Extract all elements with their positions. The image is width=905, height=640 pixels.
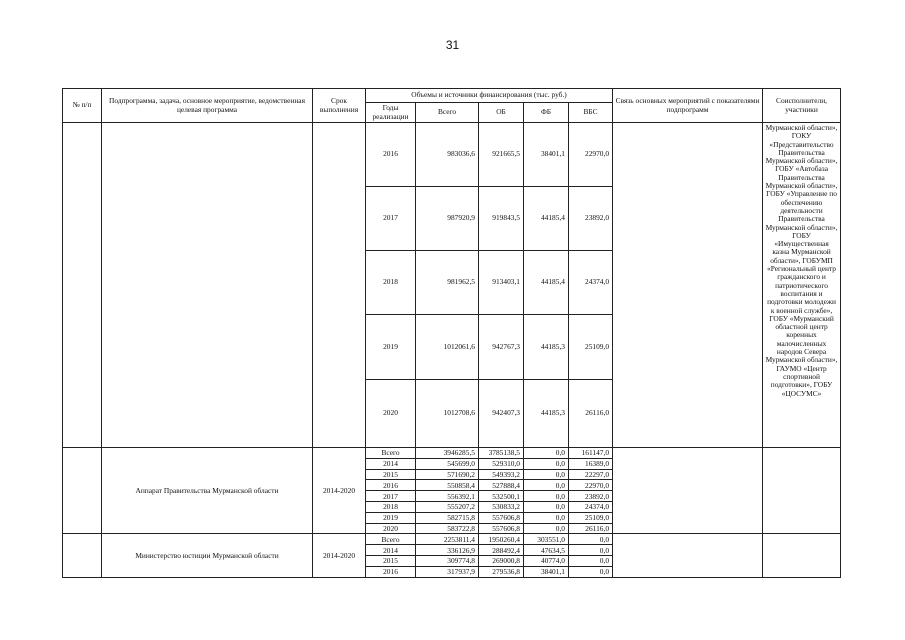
cell-total: 571690,2 [416, 469, 479, 480]
cell-ob: 921665,5 [479, 123, 524, 187]
cell-ob: 549393,2 [479, 469, 524, 480]
program-name: Аппарат Правительства Мурманской области [102, 448, 313, 534]
cell-year: 2015 [366, 469, 416, 480]
header-num: № п/п [63, 89, 102, 123]
header-years: Годы реализации [366, 103, 416, 123]
cell-fb: 44185,4 [524, 187, 569, 251]
cell-year: 2020 [366, 523, 416, 534]
cell-fb: 0,0 [524, 458, 569, 469]
cell-vbs: 26116,0 [569, 523, 613, 534]
cell-fb: 303551,0 [524, 534, 569, 545]
table-row [63, 448, 841, 459]
cell-total: 3946285,5 [416, 448, 479, 459]
cell-vbs: 24374,0 [569, 501, 613, 512]
cell-link [613, 534, 763, 577]
cell-year: 2016 [366, 123, 416, 187]
program-period: 2014-2020 [313, 448, 366, 534]
cell-vbs: 0,0 [569, 555, 613, 566]
cell-fb: 44185,4 [524, 251, 569, 315]
header-link: Связь основных мероприятий с показателями подпрограмм [613, 89, 763, 123]
cell-fb: 44185,3 [524, 380, 569, 448]
cell-ob: 942767,3 [479, 315, 524, 380]
cell-year: 2019 [366, 315, 416, 380]
cell-link [613, 448, 763, 534]
cell-vbs: 26116,0 [569, 380, 613, 448]
cell-ob: 557606,8 [479, 523, 524, 534]
program-name: Министерство юстиции Мурманской области [102, 534, 313, 577]
header-period: Срок выполнения [313, 89, 366, 123]
cell-num [63, 448, 102, 534]
table-row [63, 534, 841, 545]
cell-total: 309774,8 [416, 555, 479, 566]
cell-year: 2017 [366, 491, 416, 502]
cell-vbs: 23892,0 [569, 491, 613, 502]
program-period: 2014-2020 [313, 534, 366, 577]
cell-coexecutors [763, 534, 841, 577]
cell-year: 2016 [366, 480, 416, 491]
cell-vbs: 25109,0 [569, 315, 613, 380]
cell-program [102, 123, 313, 448]
cell-total: 336126,9 [416, 545, 479, 556]
cell-ob: 527888,4 [479, 480, 524, 491]
cell-year: Всего [366, 534, 416, 545]
cell-coexecutors [763, 448, 841, 534]
cell-year: 2015 [366, 555, 416, 566]
cell-vbs: 0,0 [569, 566, 613, 577]
cell-ob: 288492,4 [479, 545, 524, 556]
header-total: Всего [416, 103, 479, 123]
cell-total: 555207,2 [416, 501, 479, 512]
cell-fb: 0,0 [524, 448, 569, 459]
cell-year: 2014 [366, 458, 416, 469]
cell-vbs: 161147,0 [569, 448, 613, 459]
cell-year: Всего [366, 448, 416, 459]
cell-total: 983036,6 [416, 123, 479, 187]
header-fb: ФБ [524, 103, 569, 123]
cell-fb: 47634,5 [524, 545, 569, 556]
cell-ob: 557606,8 [479, 512, 524, 523]
cell-fb: 0,0 [524, 512, 569, 523]
cell-year: 2018 [366, 501, 416, 512]
cell-vbs: 23892,0 [569, 187, 613, 251]
cell-ob: 1950260,4 [479, 534, 524, 545]
cell-total: 545699,0 [416, 458, 479, 469]
header-program: Подпрограмма, задача, основное мероприятие, ведомственная целевая программа [102, 89, 313, 123]
cell-fb: 44185,3 [524, 315, 569, 380]
page-number: 31 [445, 38, 460, 52]
cell-vbs: 24374,0 [569, 251, 613, 315]
cell-total: 2253811,4 [416, 534, 479, 545]
cell-num [63, 534, 102, 577]
cell-ob: 913403,1 [479, 251, 524, 315]
header-coexecutors: Соисполнители, участники [763, 89, 841, 123]
cell-year: 2017 [366, 187, 416, 251]
header-financing: Объемы и источники финансирования (тыс. руб.) [366, 89, 613, 103]
cell-year: 2018 [366, 251, 416, 315]
cell-period [313, 123, 366, 448]
cell-link [613, 123, 763, 448]
table-row [63, 123, 841, 187]
cell-vbs: 16389,0 [569, 458, 613, 469]
cell-fb: 38401,1 [524, 123, 569, 187]
cell-total: 550858,4 [416, 480, 479, 491]
cell-total: 556392,1 [416, 491, 479, 502]
cell-year: 2020 [366, 380, 416, 448]
cell-total: 317937,9 [416, 566, 479, 577]
header-vbs: ВБС [569, 103, 613, 123]
cell-year: 2019 [366, 512, 416, 523]
cell-vbs: 0,0 [569, 545, 613, 556]
cell-ob: 530833,2 [479, 501, 524, 512]
cell-total: 582715,8 [416, 512, 479, 523]
cell-year: 2016 [366, 566, 416, 577]
cell-fb: 38401,1 [524, 566, 569, 577]
cell-fb: 0,0 [524, 523, 569, 534]
cell-ob: 532500,1 [479, 491, 524, 502]
cell-vbs: 22297,0 [569, 469, 613, 480]
cell-num [63, 123, 102, 448]
cell-vbs: 22970,0 [569, 480, 613, 491]
cell-ob: 529310,0 [479, 458, 524, 469]
cell-total: 1012708,6 [416, 380, 479, 448]
cell-year: 2014 [366, 545, 416, 556]
cell-ob: 919843,5 [479, 187, 524, 251]
cell-fb: 0,0 [524, 480, 569, 491]
cell-fb: 0,0 [524, 491, 569, 502]
cell-fb: 40774,0 [524, 555, 569, 566]
cell-ob: 279536,8 [479, 566, 524, 577]
cell-total: 583722,8 [416, 523, 479, 534]
cell-ob: 3785138,5 [479, 448, 524, 459]
cell-ob: 942407,3 [479, 380, 524, 448]
cell-total: 981962,5 [416, 251, 479, 315]
coexecutors-cell: Мурманской области», ГОКУ «Представительство Правительства Мурманской области», ГОБУ «Автобаза Правительства Мурманской области», ГОБУ «Управление по обеспечению деятельности Правительства Мурманской области», ГОБУ «Имущественная казна Мурманской области», ГОБУМП «Региональный центр гражданского и патриотического воспитания и подготовки молодежи к военной службе», ГОБУ «Мурманский областной центр коренных малочисленных народов Севера Мурманской области», ГАУМО «Центр спортивной подготовки», ГОБУ «ЦОСУМС» [763, 123, 841, 448]
cell-total: 987920,9 [416, 187, 479, 251]
cell-ob: 269000,8 [479, 555, 524, 566]
cell-vbs: 25109,0 [569, 512, 613, 523]
financing-table [62, 88, 841, 578]
cell-fb: 0,0 [524, 469, 569, 480]
cell-total: 1012061,6 [416, 315, 479, 380]
cell-vbs: 0,0 [569, 534, 613, 545]
cell-fb: 0,0 [524, 501, 569, 512]
header-ob: ОБ [479, 103, 524, 123]
cell-vbs: 22970,0 [569, 123, 613, 187]
